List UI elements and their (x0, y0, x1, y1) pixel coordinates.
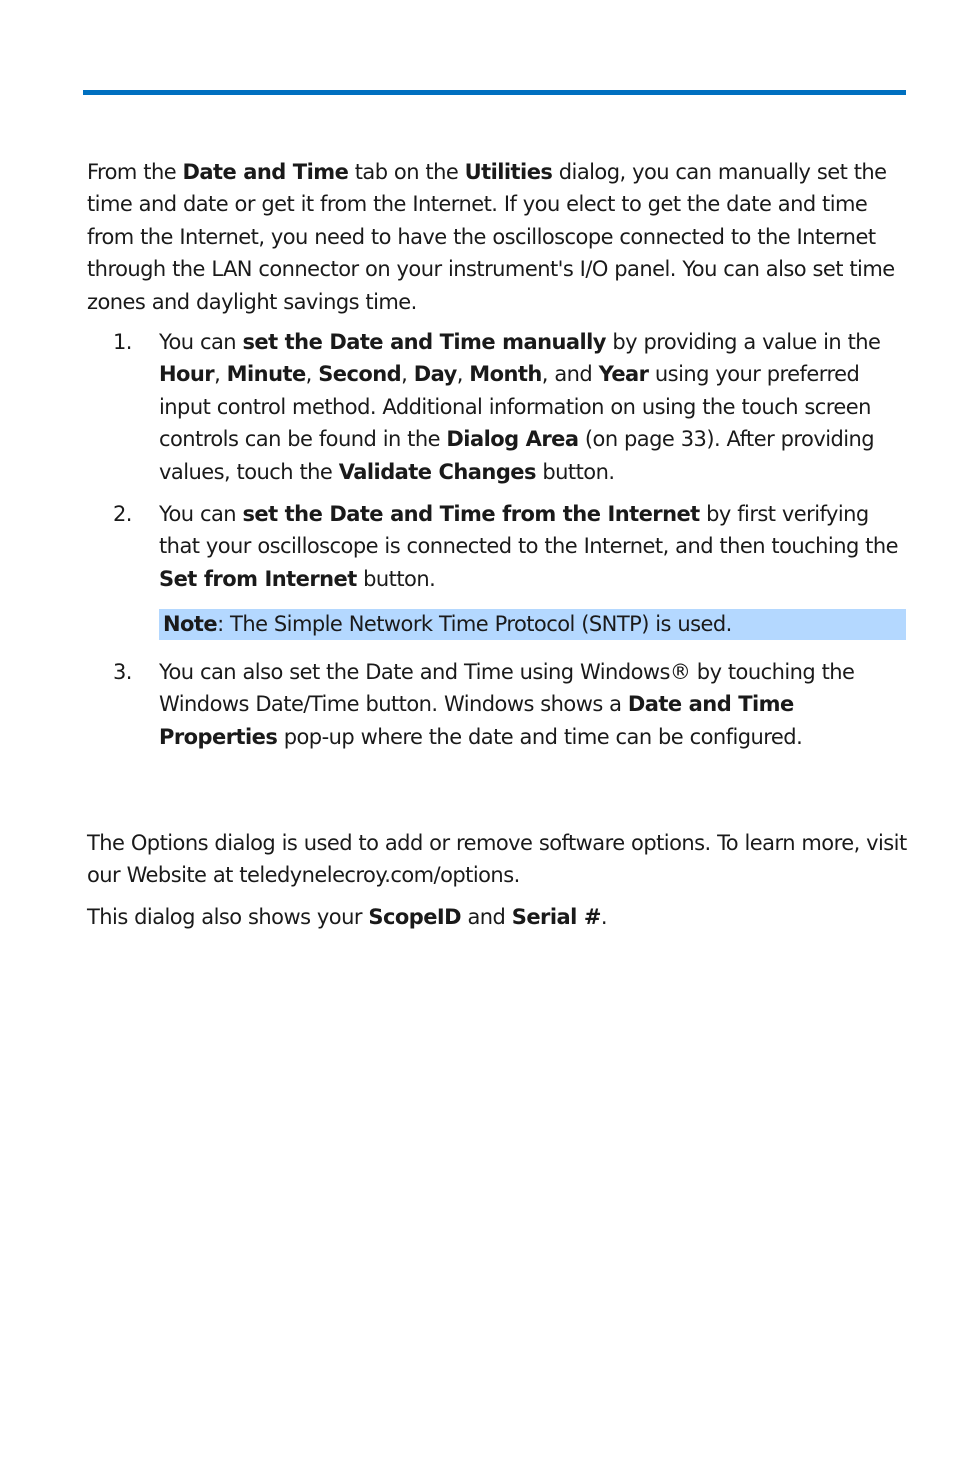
note-box (159, 609, 906, 640)
list-number: 3. (113, 660, 132, 684)
list-item-text: You can set the Date and Time manually by providing a value in the Hour, Minute, Second, Day, Month, and Year using your preferred input control method. Additional information on using the touch screen controls can be found in the Dialog Area (on page 33). After providing values, touch the Validate Changes button. (159, 330, 881, 484)
scopeid-paragraph: This dialog also shows your ScopeID and Serial #. (87, 905, 608, 929)
list-number: 2. (113, 502, 132, 526)
options-paragraph: The Options dialog is used to add or remove software options. To learn more, visit our Website at teledynelecroy.com/options. (87, 831, 907, 888)
list-item-text: You can also set the Date and Time using Windows® by touching the Windows Date/Time button. Windows shows a Date and Time Properties pop-up where the date and time can be configured. (159, 660, 855, 749)
note-label: Note (163, 612, 218, 636)
list-number: 1. (113, 330, 132, 354)
list-item-text: You can set the Date and Time from the Internet by first verifying that your oscilloscope is connected to the Internet, and then touching the Set from Internet button. (159, 502, 898, 591)
header-rule (83, 90, 906, 95)
intro-paragraph: From the Date and Time tab on the Utilities dialog, you can manually set the time and date or get it from the Internet. If you elect to get the date and time from the Internet, you need to have the oscilloscope connected to the Internet through the LAN connector on your instrument's I/O panel. You can also set time zones and daylight savings time. (87, 160, 895, 314)
note-text: : The Simple Network Time Protocol (SNTP) is used. (217, 612, 732, 636)
